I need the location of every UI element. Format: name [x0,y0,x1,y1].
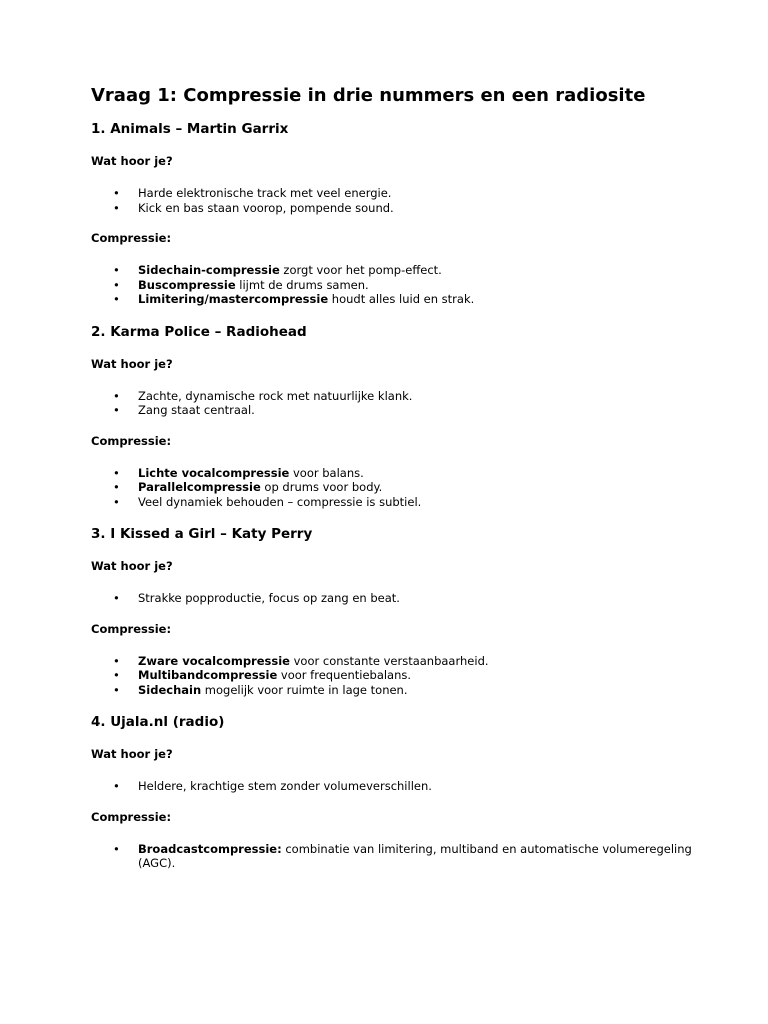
compression-list [91,263,711,307]
compression-list [91,842,711,871]
section-heading: 3. I Kissed a Girl – Katy Perry [91,526,313,542]
bullet-icon: • [113,403,120,417]
list-item: • Zware vocalcompressie voor constante verstaanbaarheid. [113,653,489,668]
section-heading: 2. Karma Police – Radiohead [91,323,307,340]
listen-label: Wat hoor je? [91,747,173,761]
list-item: • Heldere, krachtige stem zonder volumeverschillen. [113,779,432,793]
listen-list [91,779,711,794]
section-heading: 1. Animals – Martin Garrix [91,121,289,137]
section-animals [91,120,711,307]
bullet-icon: • [113,779,120,793]
bullet-icon: • [113,200,120,215]
bullet-icon: • [113,277,120,292]
list-item: • Broadcastcompressie: combinatie van limitering, multiband en automatische volumeregeling (AGC). [113,841,692,870]
list-item: • Veel dynamiek behouden – compressie is subtiel. [113,494,422,509]
bullet-icon: • [113,388,120,403]
listen-list [91,186,711,215]
listen-list [91,389,711,418]
list-item: • Sidechain-compressie zorgt voor het pomp-effect. [113,263,442,277]
list-item: • Lichte vocalcompressie voor balans. [113,465,364,480]
listen-label: Wat hoor je? [91,154,173,168]
compression-list [91,654,711,698]
listen-list [91,591,711,606]
bullet-icon: • [113,480,120,494]
list-item: • Zang staat centraal. [113,403,255,417]
bullet-icon: • [113,653,120,668]
bullet-icon: • [113,668,120,682]
bullet-icon: • [113,263,120,277]
document-page [91,84,711,887]
list-item: • Kick en bas staan voorop, pompende sound. [113,200,394,215]
bullet-icon: • [113,186,120,200]
list-item: • Multibandcompressie voor frequentiebalans. [113,668,412,682]
list-item: • Buscompressie lijmt de drums samen. [113,277,369,292]
list-item: • Sidechain mogelijk voor ruimte in lage tonen. [113,682,408,697]
list-item: • Limitering/mastercompressie houdt alles luid en strak. [113,292,475,306]
bullet-icon: • [113,591,120,605]
compression-list [91,466,711,510]
bullet-icon: • [113,494,120,509]
bullet-icon: • [113,841,120,856]
bullet-icon: • [113,465,120,480]
section-karma-police [91,323,711,510]
section-ujala [91,713,711,871]
compression-label: Compressie: [91,809,172,824]
list-item: • Zachte, dynamische rock met natuurlijke klank. [113,388,413,403]
list-item: • Strakke popproductie, focus op zang en beat. [113,591,400,605]
compression-label: Compressie: [91,433,172,448]
list-item: • Parallelcompressie op drums voor body. [113,480,383,494]
bullet-icon: • [113,292,120,306]
document-title: Vraag 1: Compressie in drie nummers en een radiosite [91,85,646,106]
list-item: • Harde elektronische track met veel energie. [113,186,392,200]
listen-label: Wat hoor je? [91,559,173,573]
compression-label: Compressie: [91,231,172,245]
section-i-kissed-a-girl [91,525,711,697]
section-heading: 4. Ujala.nl (radio) [91,714,225,730]
listen-label: Wat hoor je? [91,356,173,371]
bullet-icon: • [113,682,120,697]
compression-label: Compressie: [91,621,172,636]
